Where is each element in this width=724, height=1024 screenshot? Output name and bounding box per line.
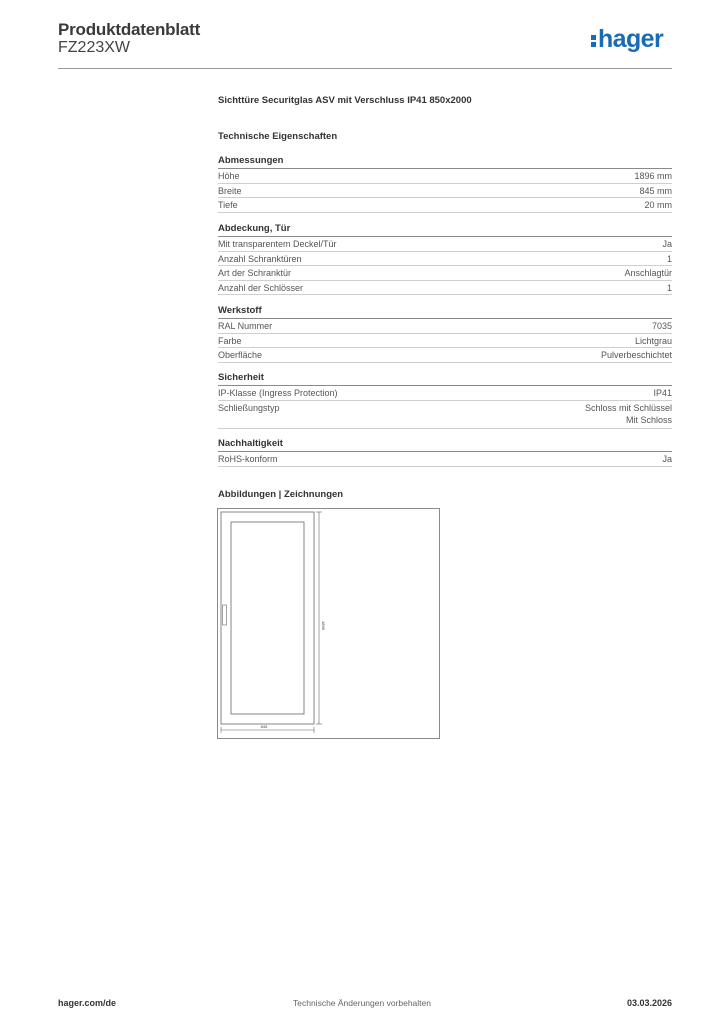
group-title: Abmessungen [218,155,672,169]
article-number: FZ223XW [58,39,131,56]
lock-handle [223,605,227,625]
row-value: 7035 [651,321,672,331]
row-value: IP41 [653,388,672,398]
row-label: Farbe [218,335,242,346]
glass-pane [231,522,304,714]
table-row [218,386,672,401]
logo-dots-icon [591,32,597,48]
row-label: Mit transparentem Deckel/Tür [218,239,337,249]
row-label: Tiefe [218,200,238,211]
row-value: 1 [666,253,672,264]
table-row [218,334,672,349]
table-row [218,319,672,334]
row-label: Höhe [218,171,240,181]
row-label: IP-Klasse (Ingress Protection) [218,388,338,398]
group-cover-door [218,223,672,295]
row-label: Breite [218,185,242,196]
group-material [218,305,672,363]
group-dimensions [218,155,672,213]
technical-drawing [217,508,440,739]
group-title: Nachhaltigkeit [218,438,672,452]
table-row [218,348,672,363]
row-value: Pulverbeschichtet [600,350,672,361]
width-dimension-label: 845 [260,724,268,729]
table-row [218,198,672,213]
group-safety [218,372,672,429]
table-row [218,401,672,429]
height-dimension-label: 1896 [321,621,326,630]
row-label: Oberfläche [218,350,263,361]
row-value: Ja [662,454,672,464]
table-row [218,252,672,267]
door-drawing [218,509,439,738]
main-content [218,95,672,500]
table-row [218,169,672,184]
row-label: Anzahl Schranktüren [218,253,302,264]
technical-section-title: Technische Eigenschaften [218,131,338,142]
row-value: 1 [666,282,672,293]
row-label: Schließungstyp [218,402,280,413]
row-label: RAL Nummer [218,321,273,331]
row-value-line: Mit Schloss [625,414,672,425]
group-sustainability [218,438,672,467]
door-outline [221,512,314,724]
row-value-line: Schloss mit Schlüssel [584,402,672,413]
row-label: Art der Schranktür [218,268,292,279]
row-value: Lichtgrau [634,335,672,346]
page-title: Produktdatenblatt [58,20,201,39]
table-row [218,266,672,281]
row-value: Ja [662,239,672,249]
row-label: Anzahl der Schlösser [218,282,304,293]
product-name: Sichttüre Securitglas ASV mit Verschluss IP41 850x2000 [218,95,472,106]
group-title: Werkstoff [218,305,672,319]
table-row [218,281,672,296]
footer-website-link[interactable]: hager.com/de [58,998,117,1008]
header-divider [58,68,672,69]
group-title: Sicherheit [218,372,672,386]
row-value: 845 mm [639,185,672,196]
figures-title: Abbildungen | Zeichnungen [218,489,344,500]
row-value [585,402,672,428]
footer-date: 03.03.2026 [626,998,672,1008]
logo-text: hager [598,25,664,53]
row-label: RoHS-konform [218,454,278,464]
table-row [218,184,672,199]
row-value: Anschlagtür [624,268,672,279]
hager-logo [591,27,663,52]
row-value: 20 mm [644,200,672,211]
table-row [218,237,672,252]
footer-note: Technische Änderungen vorbehalten [293,998,431,1008]
group-title: Abdeckung, Tür [218,223,672,237]
row-value: 1896 mm [634,171,672,181]
table-row [218,452,672,467]
